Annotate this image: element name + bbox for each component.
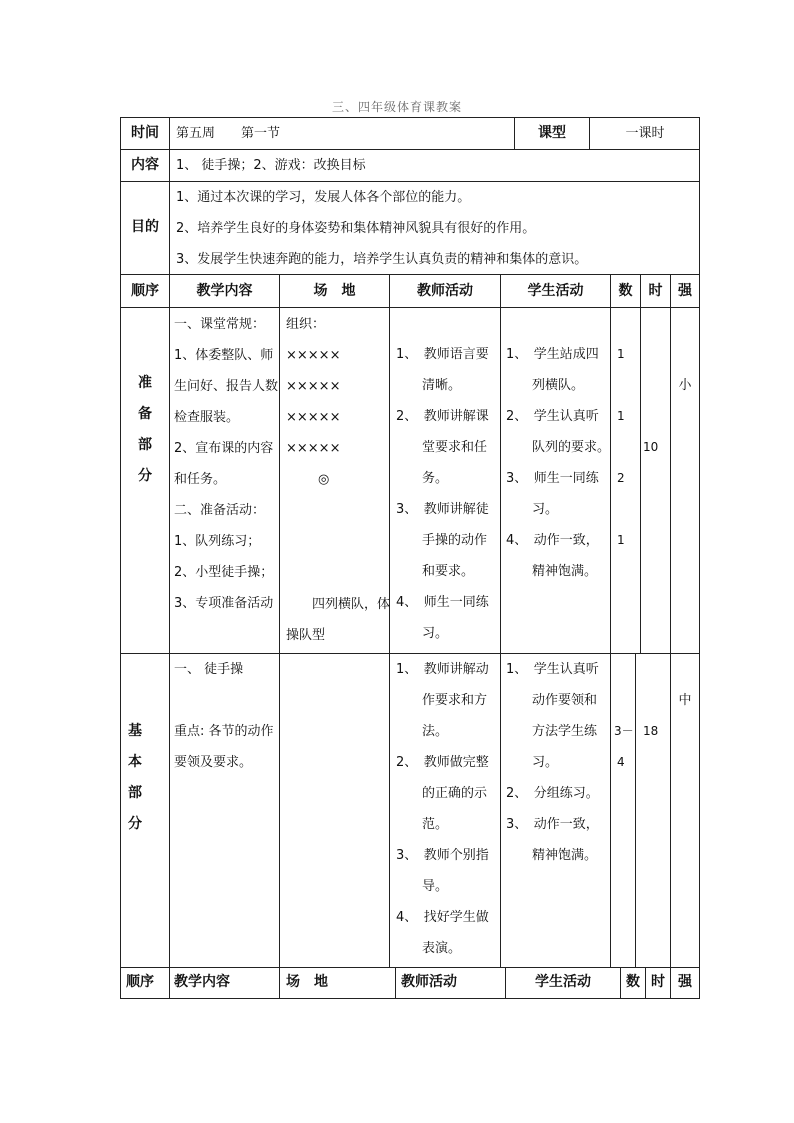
prep-intensity: 小: [678, 378, 692, 393]
prep-order-char: 部: [138, 437, 152, 453]
col-header-order: 顺序: [131, 283, 159, 299]
prep-teacher-line: 手操的动作: [396, 533, 488, 548]
basic-cell: [279, 653, 390, 968]
basic-student-line: 方法学生练: [506, 724, 598, 739]
basic-content-line: 重点: 各节的动作: [174, 724, 274, 739]
prep-content-line: 和任务。: [174, 472, 227, 487]
basic-teacher-line: 3、 教师个别指: [396, 848, 489, 863]
footer-col-content: 教学内容: [174, 974, 230, 990]
col-header-student: 学生活动: [527, 283, 584, 299]
prep-order-char: 分: [138, 468, 152, 484]
basic-student-line: 习。: [506, 755, 559, 770]
prep-cell: [610, 307, 641, 654]
prep-content-line: 生问好、报告人数: [174, 379, 279, 394]
prep-student-line: 精神饱满。: [506, 564, 598, 579]
goal-item: 2、培养学生良好的身体姿势和集体精神风貌具有很好的作用。: [176, 221, 536, 236]
prep-teacher-line: 3、 教师讲解徒: [396, 502, 489, 517]
basic-content-line: [174, 685, 280, 716]
footer-col-intensity: 强: [678, 974, 692, 990]
prep-content-line: 3、专项准备活动: [174, 596, 274, 611]
prep-count: 1: [617, 533, 625, 547]
basic-content-line: 要领及要求。: [174, 755, 253, 770]
goal-item: 3、发展学生快速奔跑的能力，培养学生认真负责的精神和集体的意识。: [176, 252, 588, 267]
basic-student-line: 3、 动作一致，: [506, 817, 599, 832]
prep-content-line: 二、准备活动：: [174, 503, 266, 518]
goal-list: [176, 182, 587, 275]
prep-content-line: 2、宣布课的内容: [174, 441, 274, 456]
col-header-intensity: 强: [678, 283, 692, 299]
prep-content-line: 检查服装。: [174, 410, 240, 425]
venue-formation-caption: 四列横队，体: [312, 597, 391, 612]
footer-col-time: 时: [651, 974, 665, 990]
prep-teacher-line: 务。: [396, 471, 449, 486]
basic-teacher-line: 表演。: [396, 941, 462, 956]
basic-teacher-line: 2、 教师做完整: [396, 755, 489, 770]
formation-row: ×××××: [286, 379, 341, 394]
prep-student-line: 4、 动作一致，: [506, 533, 599, 548]
prep-content-line: 2、小型徒手操；: [174, 565, 274, 580]
basic-teacher-line: 1、 教师讲解动: [396, 662, 489, 677]
basic-order-char: 基: [128, 723, 142, 739]
prep-student-line: 1、 学生站成四: [506, 347, 599, 362]
formation-row: ×××××: [286, 410, 341, 425]
prep-order-char: 备: [138, 406, 152, 422]
venue-caption: 组织：: [286, 317, 326, 332]
basic-teacher-line: 法。: [396, 724, 449, 739]
time-label: 时间: [131, 125, 159, 141]
basic-order: [120, 716, 150, 840]
prep-content-line: 一、课堂常规：: [174, 317, 266, 332]
content-label: 内容: [131, 157, 159, 173]
teacher-position-icon: ◎: [318, 472, 330, 487]
content-value: 1、 徒手操；2、游戏：改换目标: [176, 158, 366, 173]
prep-student-line: 3、 师生一同练: [506, 471, 599, 486]
col-header-time: 时: [648, 283, 663, 299]
prep-student-line: 列横队。: [506, 378, 585, 393]
basic-content-line: 一、 徒手操: [174, 662, 244, 677]
basic-count: 3－: [614, 724, 634, 738]
prep-content: [174, 309, 280, 619]
basic-teacher-line: 作要求和方: [396, 693, 488, 708]
prep-time: 10: [643, 440, 659, 454]
prep-teacher-line: 和要求。: [396, 564, 475, 579]
goal-item: 1、通过本次课的学习，发展人体各个部位的能力。: [176, 190, 471, 205]
prep-teacher-line: 1、 教师语言要: [396, 347, 489, 362]
prep-teacher-line: 4、 师生一同练: [396, 595, 489, 610]
prep-count: 2: [617, 471, 625, 485]
formation-row: ×××××: [286, 348, 341, 363]
prep-student-activity: [506, 339, 610, 587]
basic-time: 18: [643, 724, 659, 738]
basic-order-char: 本: [128, 754, 142, 770]
basic-teacher-line: 导。: [396, 879, 449, 894]
prep-teacher-activity: [396, 339, 489, 649]
basic-order-char: 部: [128, 785, 142, 801]
prep-student-line: 2、 学生认真听: [506, 409, 599, 424]
footer-col-teacher: 教师活动: [401, 974, 457, 990]
basic-order-char: 分: [128, 816, 142, 832]
prep-order-char: 准: [138, 375, 152, 391]
prep-student-line: 队列的要求。: [506, 440, 611, 455]
basic-teacher-line: 的正确的示: [396, 786, 488, 801]
basic-teacher-line: 范。: [396, 817, 449, 832]
type-value: 一课时: [625, 126, 665, 141]
goal-label: 目的: [131, 219, 159, 235]
basic-teacher-activity: [396, 654, 489, 964]
basic-content: [174, 654, 280, 778]
prep-content-line: 1、体委整队、师: [174, 348, 274, 363]
footer-col-count: 数: [626, 974, 640, 990]
prep-order: [120, 368, 170, 492]
basic-student-line: 动作要领和: [506, 693, 598, 708]
prep-venue: [286, 309, 340, 495]
col-header-venue: 场 地: [313, 283, 356, 299]
footer-col-order: 顺序: [126, 974, 154, 990]
prep-teacher-line: 2、 教师讲解课: [396, 409, 489, 424]
type-label: 课型: [538, 125, 566, 141]
prep-student-line: 习。: [506, 502, 559, 517]
document-title: 三、四年级体育课教案: [331, 100, 462, 114]
basic-student-line: 2、 分组练习。: [506, 786, 599, 801]
col-header-count: 数: [618, 283, 633, 299]
basic-student-activity: [506, 654, 599, 871]
prep-teacher-line: 习。: [396, 626, 449, 641]
prep-teacher-line: 堂要求和任: [396, 440, 488, 455]
basic-count: 4: [617, 755, 625, 769]
basic-student-line: 1、 学生认真听: [506, 662, 599, 677]
formation-row: ×××××: [286, 441, 341, 456]
time-value: 第五周 第一节: [176, 126, 281, 141]
basic-student-line: 精神饱满。: [506, 848, 598, 863]
col-header-teacher: 教师活动: [417, 283, 473, 299]
prep-count: 1: [617, 347, 625, 361]
footer-col-venue: 场 地: [286, 974, 328, 990]
venue-formation-caption: 操队型: [286, 628, 326, 643]
basic-teacher-line: 4、 找好学生做: [396, 910, 489, 925]
col-header-content: 教学内容: [196, 283, 253, 299]
prep-content-line: 1、队列练习；: [174, 534, 261, 549]
basic-intensity: 中: [678, 693, 692, 708]
prep-cell: [640, 307, 671, 654]
basic-cell: [610, 653, 636, 968]
prep-count: 1: [617, 409, 625, 423]
prep-teacher-line: 清晰。: [396, 378, 462, 393]
footer-col-student: 学生活动: [535, 974, 591, 990]
basic-cell: [635, 653, 671, 968]
